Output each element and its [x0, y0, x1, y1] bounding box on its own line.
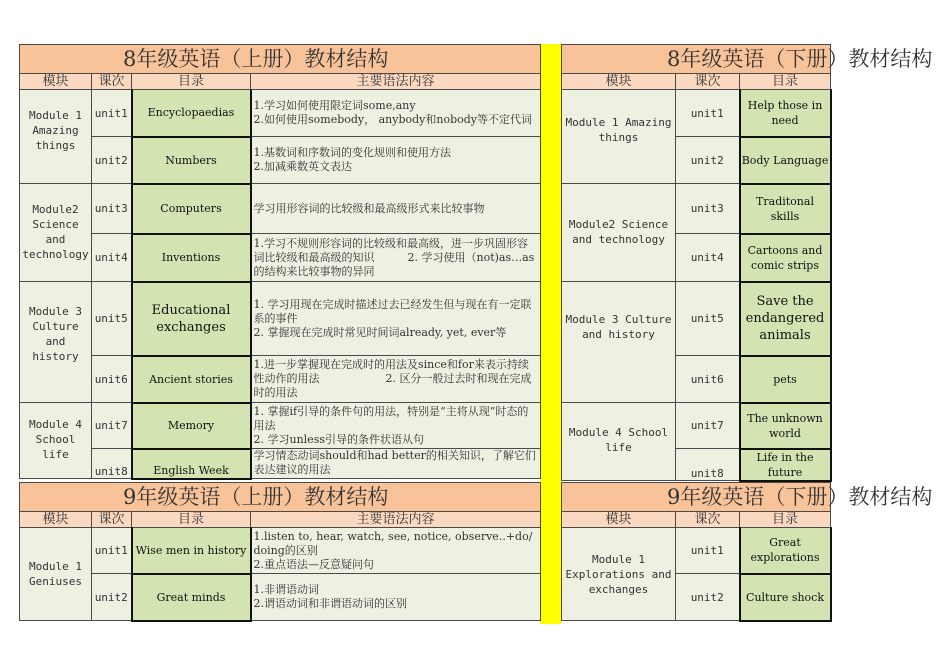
topic-cell: English Week	[132, 449, 251, 479]
header-lesson: 课次	[92, 512, 132, 528]
unit-cell: unit7	[92, 403, 132, 449]
topic-cell: Memory	[132, 403, 251, 449]
header-module: 模块	[20, 512, 92, 528]
topic-cell: pets	[740, 356, 831, 403]
grammar-cell: 1.进一步掌握现在完成时的用法及since和for来表示持续性动作的用法 2. 区分一般过去时和现在完成时的用法	[251, 356, 541, 403]
grade9-lower-panel	[561, 482, 933, 622]
grammar-cell: 1. 掌握if引导的条件句的用法，特别是“主将从现”时态的用法 2. 学习unless引导的条件状语从句	[251, 403, 541, 449]
header-module: 模块	[562, 74, 676, 90]
unit-cell: unit3	[676, 184, 740, 234]
unit-cell: unit3	[92, 184, 132, 234]
grammar-cell: 学习情态动词should和had better的相关知识，了解它们表达建议的用法	[251, 449, 541, 479]
unit-cell: unit6	[92, 356, 132, 403]
header-contents: 目录	[740, 74, 831, 90]
header-contents: 目录	[132, 74, 251, 90]
unit-cell: unit6	[676, 356, 740, 403]
topic-cell: Numbers	[132, 137, 251, 184]
grade8-lower-panel	[561, 44, 933, 482]
topic-cell: Computers	[132, 184, 251, 234]
grade8-upper-panel	[19, 44, 540, 480]
topic-cell: Inventions	[132, 234, 251, 282]
header-lesson: 课次	[676, 74, 740, 90]
topic-cell: Educational exchanges	[132, 282, 251, 356]
unit-cell: unit5	[92, 282, 132, 356]
unit-cell: unit2	[676, 137, 740, 184]
grammar-cell: 1.非谓语动词 2.谓语动词和非谓语动词的区别	[251, 574, 541, 621]
topic-cell: Life in the future	[740, 449, 831, 481]
grade9-upper-title: 9年级英语（上册）教材结构	[20, 483, 541, 512]
unit-cell: unit7	[676, 403, 740, 449]
module-cell: Module 3 Culture and history	[562, 282, 676, 403]
unit-cell: unit4	[676, 234, 740, 282]
topic-cell: Wise men in history	[132, 528, 251, 574]
unit-cell: unit2	[92, 137, 132, 184]
header-module: 模块	[20, 74, 92, 90]
topic-cell: Help those in need	[740, 90, 831, 137]
header-lesson: 课次	[676, 512, 740, 528]
module-cell: Module 1 Geniuses	[20, 528, 92, 621]
topic-cell: Culture shock	[740, 574, 831, 621]
grammar-cell: 1.listen to, hear, watch, see, notice, observe..+do/ doing的区别 2.重点语法—反意疑问句	[251, 528, 541, 574]
unit-cell: unit4	[92, 234, 132, 282]
topic-cell: Great minds	[132, 574, 251, 621]
grammar-cell: 1. 学习用现在完成时描述过去已经发生但与现在有一定联系的事件 2. 掌握现在完成时常见时间词already, yet, ever等	[251, 282, 541, 356]
unit-cell: unit8	[676, 449, 740, 481]
unit-cell: unit1	[676, 90, 740, 137]
grade9-lower-title: 9年级英语（下册）教材结构	[562, 483, 831, 512]
unit-cell: unit2	[676, 574, 740, 621]
topic-cell: The unknown world	[740, 403, 831, 449]
topic-cell: Great explorations	[740, 528, 831, 574]
topic-cell: Body Language	[740, 137, 831, 184]
topic-cell: Ancient stories	[132, 356, 251, 403]
header-module: 模块	[562, 512, 676, 528]
yellow-divider	[540, 44, 561, 624]
topic-cell: Cartoons and comic strips	[740, 234, 831, 282]
module-cell: Module 1 Amazing things	[562, 90, 676, 184]
header-lesson: 课次	[92, 74, 132, 90]
grade8-lower-title: 8年级英语（下册）教材结构	[562, 45, 831, 74]
header-contents: 目录	[740, 512, 831, 528]
header-grammar: 主要语法内容	[251, 74, 541, 90]
module-cell: Module2 Science and technology	[562, 184, 676, 282]
module-cell: Module 1 Amazing things	[20, 90, 92, 184]
grammar-cell: 1.学习如何使用限定词some,any 2.如何使用somebody， anybody和nobody等不定代词	[251, 90, 541, 137]
grammar-cell: 1.学习不规则形容词的比较级和最高级，进一步巩固形容词比较级和最高级的知识 2. 学习使用（not)as…as的结构来比较事物的异同	[251, 234, 541, 282]
module-cell: Module2 Science and technology	[20, 184, 92, 282]
unit-cell: unit8	[92, 449, 132, 479]
grade8-upper-title: 8年级英语（上册）教材结构	[20, 45, 541, 74]
unit-cell: unit1	[676, 528, 740, 574]
module-cell: Module 1 Explorations and exchanges	[562, 528, 676, 621]
grade9-upper-panel	[19, 482, 540, 622]
unit-cell: unit1	[92, 528, 132, 574]
topic-cell: Save the endangered animals	[740, 282, 831, 356]
module-cell: Module 4 School life	[20, 403, 92, 479]
module-cell: Module 4 School life	[562, 403, 676, 481]
topic-cell: Encyclopaedias	[132, 90, 251, 137]
unit-cell: unit2	[92, 574, 132, 621]
module-cell: Module 3 Culture and history	[20, 282, 92, 403]
header-contents: 目录	[132, 512, 251, 528]
unit-cell: unit5	[676, 282, 740, 356]
header-grammar: 主要语法内容	[251, 512, 541, 528]
grammar-cell: 学习用形容词的比较级和最高级形式来比较事物	[251, 184, 541, 234]
topic-cell: Traditonal skills	[740, 184, 831, 234]
unit-cell: unit1	[92, 90, 132, 137]
grammar-cell: 1.基数词和序数词的变化规则和使用方法 2.加减乘数英文表达	[251, 137, 541, 184]
